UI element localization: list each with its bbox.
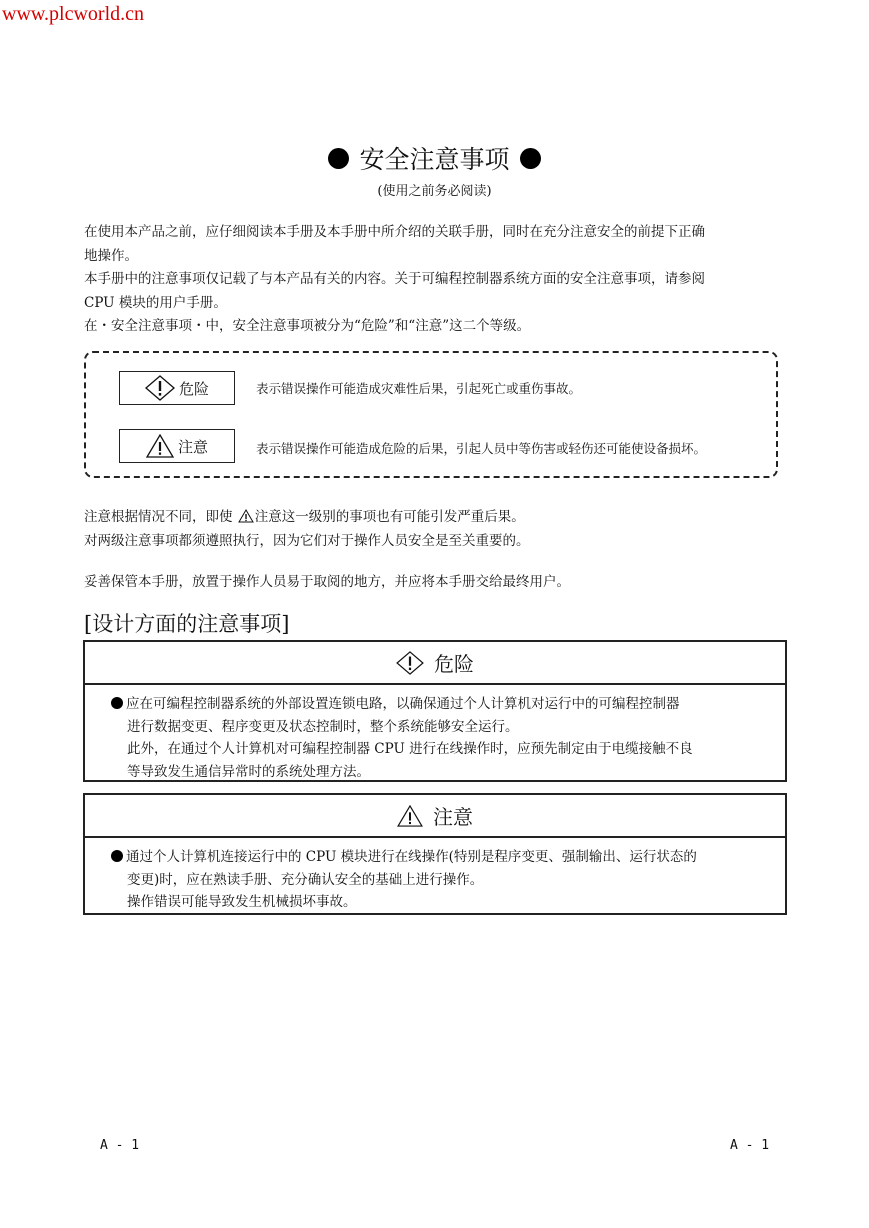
bullet-icon xyxy=(111,697,123,709)
bullet-icon xyxy=(520,148,541,169)
intro-paragraph xyxy=(84,221,794,339)
warning-levels-box xyxy=(84,351,778,478)
caution-triangle-icon xyxy=(238,509,254,523)
intro-line: 地操作。 xyxy=(84,247,138,264)
danger-diamond-icon xyxy=(145,375,175,401)
page-subtitle: (使用之前务必阅读) xyxy=(377,184,492,199)
keep-manual-text: 妥善保管本手册，放置于操作人员易于取阅的地方，并应将本手册交给最终用户。 xyxy=(84,574,570,590)
caution-line: 变更)时，应在熟读手册、充分确认安全的基础上进行操作。 xyxy=(127,871,484,888)
caution-triangle-icon xyxy=(397,805,423,827)
intro-line: 在使用本产品之前，应仔细阅读本手册及本手册中所介绍的关联手册，同时在充分注意安全的前提下正确 xyxy=(84,224,705,240)
note-line: 注意根据情况不同，即使 注意这一级别的事项也有可能引发严重后果。 xyxy=(84,509,525,525)
note-line: 对两级注意事项都须遵照执行，因为它们对于操作人员安全是至关重要的。 xyxy=(84,532,530,549)
page-title: 安全注意事项 xyxy=(0,140,869,176)
danger-box xyxy=(83,640,787,782)
danger-line: 应在可编程控制器系统的外部设置连锁电路，以确保通过个人计算机对运行中的可编程控制器 xyxy=(111,693,765,716)
danger-line: 等导致发生通信异常时的系统处理方法。 xyxy=(127,763,370,780)
danger-box-header: 危险 xyxy=(85,642,785,685)
caution-box-body xyxy=(85,838,785,920)
caution-box-header: 注意 xyxy=(85,795,785,838)
note-paragraph xyxy=(84,506,794,553)
caution-box xyxy=(83,793,787,915)
danger-line: 进行数据变更、程序变更及状态控制时，整个系统能够安全运行。 xyxy=(127,718,519,735)
caution-level-desc: 表示错误操作可能造成危险的后果，引起人员中等伤害或轻伤还可能使设备损坏。 xyxy=(256,441,707,456)
caution-level-label: 注意 xyxy=(119,429,235,463)
danger-line: 此外，在通过个人计算机对可编程控制器 CPU 进行在线操作时，应预先制定由于电缆接触不良 xyxy=(127,741,693,757)
intro-line: 本手册中的注意事项仅记载了与本产品有关的内容。关于可编程控制器系统方面的安全注意事项，请参阅 xyxy=(84,271,705,287)
caution-line: 操作错误可能导致发生机械损坏事故。 xyxy=(127,894,357,910)
danger-diamond-icon xyxy=(396,651,424,675)
bullet-icon xyxy=(328,148,349,169)
page-number-right: A - 1 xyxy=(730,1138,770,1153)
intro-line: CPU 模块的用户手册。 xyxy=(84,294,227,311)
caution-triangle-icon xyxy=(146,434,174,458)
danger-box-body xyxy=(85,685,785,789)
section-title: [设计方面的注意事项] xyxy=(84,612,290,636)
watermark[interactable]: www.plcworld.cn xyxy=(2,3,145,25)
danger-level-label: 危险 xyxy=(119,371,235,405)
page-number-left: A - 1 xyxy=(100,1138,140,1153)
danger-level-desc: 表示错误操作可能造成灾难性后果，引起死亡或重伤事故。 xyxy=(256,381,582,396)
intro-line: 在・安全注意事项・中，安全注意事项被分为“危险”和“注意”这二个等级。 xyxy=(84,318,531,334)
caution-line: 通过个人计算机连接运行中的 CPU 模块进行在线操作(特别是程序变更、强制输出、运行状态的 xyxy=(111,846,765,869)
bullet-icon xyxy=(111,850,123,862)
